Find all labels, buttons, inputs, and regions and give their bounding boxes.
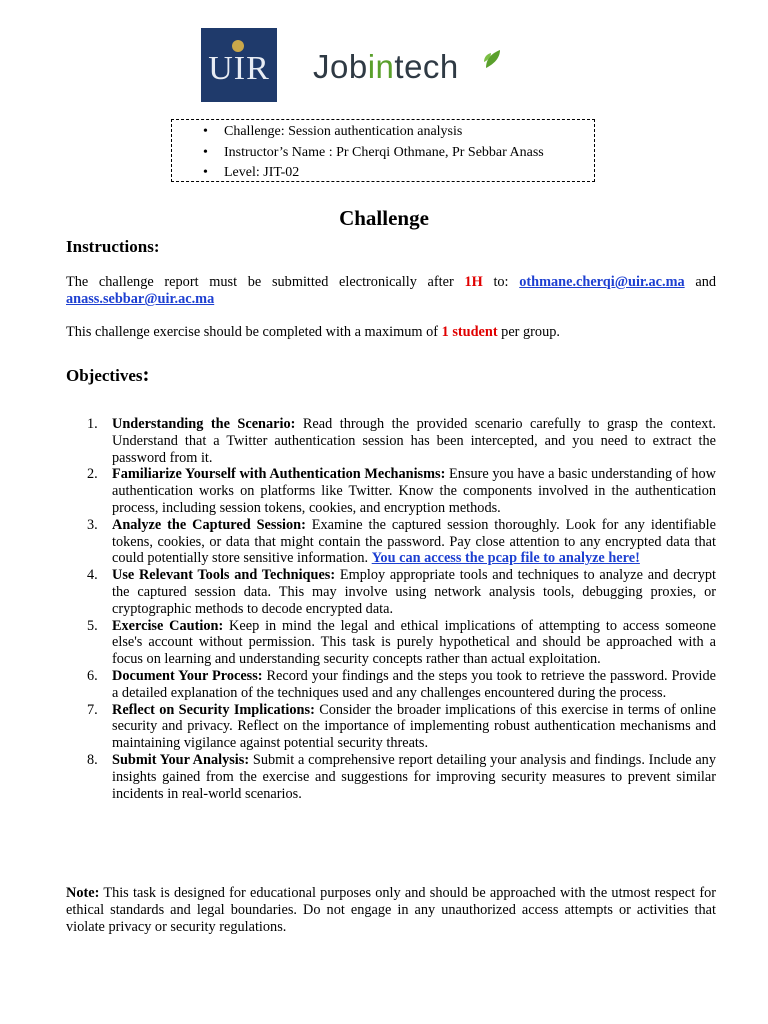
jobintech-logo-part: in <box>367 48 395 85</box>
objective-title: Use Relevant Tools and Techniques: <box>112 567 336 584</box>
objective-title: Reflect on Security Implications: <box>112 701 315 718</box>
objective-title: Submit Your Analysis: <box>112 751 250 768</box>
objective-text: Record your findings and the steps you took to retrieve the password. Provide a detailed explanation of the techniques used and any challenges encountered during the process. <box>112 667 716 701</box>
student-count-text: 1 student <box>441 324 498 340</box>
course-info-box <box>171 119 595 182</box>
uir-logo <box>201 28 277 102</box>
text-run: to: <box>482 274 520 290</box>
jobintech-logo <box>313 48 459 86</box>
note-text: This task is designed for educational purposes only and should be approached with the utmost respect for ethical standards and legal boundaries. Do not engage in any unauthorized access attempts or activities that violate privacy or security regulations. <box>66 885 716 936</box>
objective-number: 8. <box>87 751 98 768</box>
objective-item <box>66 752 716 802</box>
info-instructor: • Instructor’s Name : Pr Cherqi Othmane, Pr Sebbar Anass <box>224 143 594 164</box>
jobintech-logo-part: Job <box>313 48 368 85</box>
email-link-sebbar[interactable]: anass.sebbar@uir.ac.ma <box>66 291 215 307</box>
objective-item <box>66 702 716 752</box>
page-title: Challenge <box>339 206 429 230</box>
objective-number: 5. <box>87 617 98 634</box>
logo-bar <box>201 28 521 102</box>
text-run: per group. <box>497 324 560 340</box>
objective-number: 4. <box>87 567 98 584</box>
objective-number: 1. <box>87 416 98 432</box>
note-label: Note: <box>66 885 100 901</box>
jobintech-logo-part: tech <box>394 48 459 85</box>
deadline-text: 1H <box>464 274 483 290</box>
objective-title: Analyze the Captured Session: <box>112 516 306 533</box>
objective-text: Keep in mind the legal and ethical implications of attempting to access someone else's account without permission. This task is purely hypothetical and should be approached with a focus on learning and understanding security concepts rather than actual exploitation. <box>112 617 717 668</box>
objective-item <box>66 668 716 702</box>
info-challenge: • Challenge: Session authentication analysis <box>224 122 594 143</box>
objective-text: Consider the broader implications of this exercise in terms of online security and privacy. Reflect on the importance of implementing robust authentication mechanisms and maintaining vigilance against potential security threats. <box>112 701 716 752</box>
objective-text: Examine the captured session thoroughly. Look for any identifiable tokens, cookies, or data that might contain the password. Pay close attention to any encrypted data that could potentially store sensitive information. <box>112 516 716 567</box>
objective-number: 6. <box>87 667 98 684</box>
instructions-heading: Instructions: <box>66 237 160 256</box>
objectives-heading-colon: : <box>142 362 150 386</box>
pcap-file-link[interactable]: You can access the pcap file to analyze here! <box>371 550 640 567</box>
objective-item <box>66 517 716 567</box>
text-run: This challenge exercise should be completed with a maximum of <box>66 324 442 340</box>
objectives-list <box>66 416 716 802</box>
objective-number: 7. <box>87 701 98 718</box>
submission-paragraph <box>66 274 716 308</box>
objective-item <box>66 466 716 516</box>
text-run: and <box>684 274 717 290</box>
uir-logo-text: UIR <box>208 50 270 87</box>
group-size-paragraph <box>66 324 716 341</box>
objective-item <box>66 416 716 466</box>
text-run: The challenge report must be submitted electronically after <box>66 274 465 290</box>
objective-text: Employ appropriate tools and techniques to analyze and decrypt the captured session data. This may involve using network analysis tools, debugging proxies, or cryptographic methods to decode encrypted data. <box>112 567 716 617</box>
objective-title: Document Your Process: <box>112 667 263 684</box>
leaf-icon <box>482 46 504 70</box>
objective-title: Understanding the Scenario: <box>112 416 296 432</box>
objective-title: Exercise Caution: <box>112 617 224 634</box>
objectives-heading <box>66 362 149 387</box>
objective-number: 2. <box>87 466 98 483</box>
disclaimer-note <box>66 885 716 937</box>
objective-title: Familiarize Yourself with Authentication Mechanisms: <box>112 466 446 483</box>
objective-text: Submit a comprehensive report detailing your analysis and findings. Include any insights gained from the exercise and suggestions for improving security measures to prevent similar incidents in real-world scenarios. <box>112 751 716 802</box>
objective-item <box>66 618 716 668</box>
objective-text: Read through the provided scenario carefully to grasp the context. Understand that a Twitter authentication session has been intercepted, and you need to extract the password from it. <box>112 416 716 466</box>
email-link-cherqi[interactable]: othmane.cherqi@uir.ac.ma <box>519 274 685 290</box>
objective-number: 3. <box>87 516 98 533</box>
objective-text: Ensure you have a basic understanding of how authentication works on platforms like Twitter. Know the components involved in the authentication process, including session tokens, cookies, and encryption methods. <box>112 466 716 516</box>
objectives-heading-text: Objectives <box>66 366 143 385</box>
objective-item <box>66 567 716 617</box>
info-level: • Level: JIT-02 <box>224 163 594 184</box>
